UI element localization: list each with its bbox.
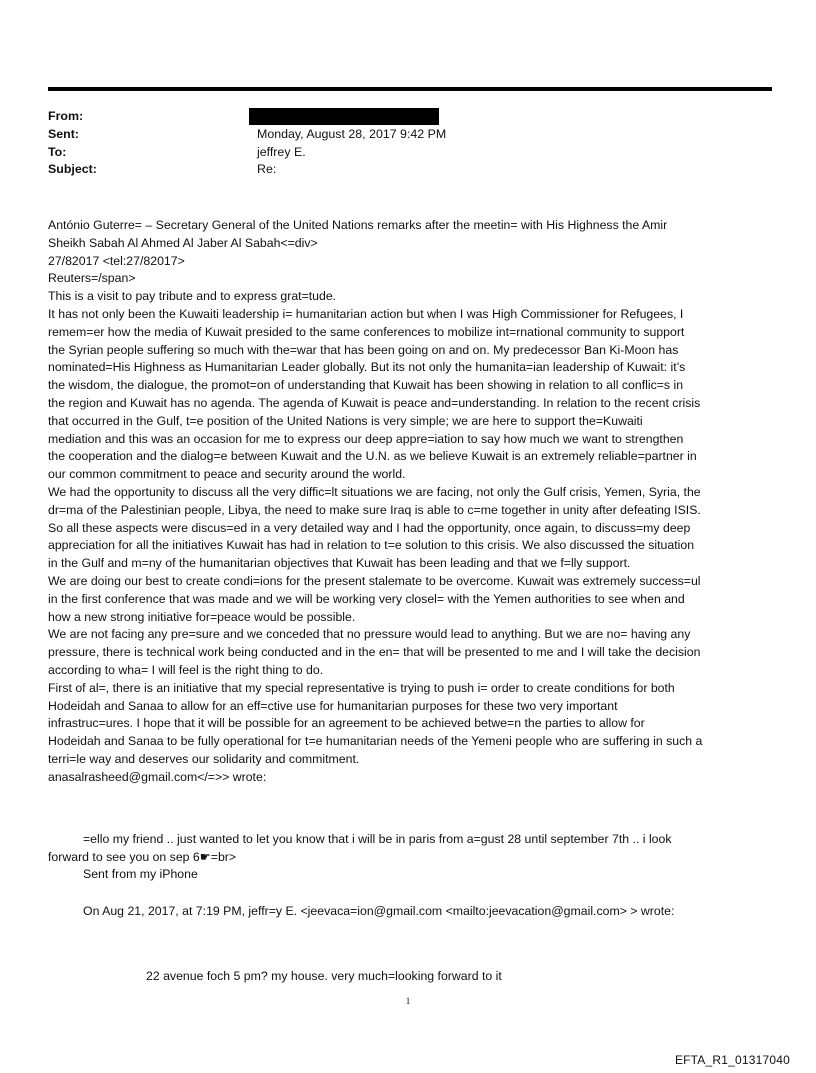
subject-row — [48, 161, 768, 179]
body-line: remem=er how the media of Kuwait presided to the same conferences to mobilize int=rnational community to support — [48, 324, 685, 339]
body-line: the region and Kuwait has no agenda. The agenda of Kuwait is peace and=understanding. In relation to the recent crisis — [48, 395, 701, 410]
body-line: the Syrian people suffering so much with the=war that has been going on and on. My predecessor Ban Ki-Moon has — [48, 342, 679, 357]
body-line: how a new strong initiative for=peace would be possible. — [48, 609, 356, 624]
redaction-box — [249, 108, 439, 125]
body-line: We are not facing any pre=sure and we conceded that no pressure would lead to anything. But we are no= having any — [48, 627, 691, 642]
quoted-line: =ello my friend .. just wanted to let you know that i will be in paris from a=gust 28 until september 7th .. i look — [83, 832, 672, 846]
to-row — [48, 144, 768, 162]
subject-label: Subject: — [48, 162, 97, 177]
body-line: appreciation for all the initiatives Kuwait has had in relation to t=e solution to this crisis. We also discussed the situation — [48, 538, 695, 553]
page-number: 1 — [405, 996, 411, 1006]
body-line: our common commitment to peace and security around the world. — [48, 467, 406, 482]
body-line: So all these aspects were discus=ed in a very detailed way and I had the opportunity, once again, to discuss=my deep — [48, 520, 691, 535]
body-line: dr=ma of the Palestinian people, Libya, the need to make sure Iraq is able to c=me together in unity after defeating ISIS. — [48, 502, 701, 517]
sent-label: Sent: — [48, 126, 79, 141]
body-line: pressure, there is technical work being conducted and in the en= that will be presented to me and I will take the decision — [48, 645, 701, 660]
email-body — [48, 217, 772, 787]
to-label: To: — [48, 144, 67, 159]
from-label: From: — [48, 109, 84, 123]
quoted-line: forward to see you on sep 6☛=br> — [48, 850, 237, 864]
body-line: We had the opportunity to discuss all the very diffic=lt situations we are facing, not only the Gulf crisis, Yemen, Syria, the — [48, 484, 701, 499]
body-line: according to wha= I will feel is the right thing to do. — [48, 662, 324, 677]
body-line: in the first conference that was made and we will be working very closel= with the Yemen authorities to see when and — [48, 591, 685, 606]
body-line: nominated=His Highness as Humanitarian Leader globally. But its not only the humanita=ian leadership of Kuwait: it’s — [48, 360, 686, 375]
quoted-message: 22 avenue foch 5 pm? my house. very much=looking forward to it — [146, 969, 502, 983]
body-line: It has not only been the Kuwaiti leadership i= humanitarian action but when I was High Commissioner for Refugees, I — [48, 306, 684, 321]
body-line: Hodeidah and Sanaa to be fully operational for t=e humanitarian needs of the Yemeni people who are suffering in such a — [48, 734, 703, 749]
sent-row — [48, 126, 768, 144]
body-line: terri=le way and deserves our solidarity and commitment. — [48, 751, 360, 766]
body-line: Reuters=/span> — [48, 271, 136, 286]
body-line: Hodeidah and Sanaa to allow for an eff=ctive use for humanitarian purposes for these two very important — [48, 698, 618, 713]
body-line: infrastruc=ures. I hope that it will be possible for an agreement to be achieved betwe=n the parties to allow for — [48, 716, 645, 731]
body-line: mediation and this was an occasion for me to express our deep appre=iation to say how much we want to strengthen — [48, 431, 684, 446]
body-line: 27/82017 <tel:27/82017> — [48, 253, 185, 268]
body-line: that occurred in the Gulf, t=e position of the United Nations is very simple; we are here to support the=Kuwaiti — [48, 413, 643, 428]
body-line: This is a visit to pay tribute and to express grat=tude. — [48, 289, 337, 304]
document-id: EFTA_R1_01317040 — [674, 1053, 790, 1067]
body-line: We are doing our best to create condi=ions for the present stalemate to be overcome. Kuwait was extremely success=ul — [48, 573, 701, 588]
body-line: Sheikh Sabah Al Ahmed Al Jaber Al Sabah<=div> — [48, 235, 318, 250]
quoted-signature: Sent from my iPhone — [83, 867, 198, 881]
body-line: anasalrasheed@gmail.com</=>> wrote: — [48, 769, 267, 784]
body-line: in the Gulf and m=ny of the humanitarian objectives that Kuwait has been leading and that we f=lly support. — [48, 556, 631, 571]
to-value: jeffrey E. — [257, 144, 306, 159]
body-line: First of al=, there is an initiative that my special representative is trying to push i= order to create conditions for both — [48, 680, 675, 695]
body-line: António Guterre= – Secretary General of the United Nations remarks after the meetin= with His Highness the Amir — [48, 218, 668, 232]
subject-value: Re: — [257, 162, 277, 177]
body-line: the cooperation and the dialog=e between Kuwait and the U.N. as we believe Kuwait is an extremely reliable=partner in — [48, 449, 697, 464]
body-line: the wisdom, the dialogue, the promot=on of understanding that Kuwait has been showing in relation to all conflic=s in — [48, 378, 684, 393]
header-divider — [48, 87, 772, 91]
quoted-attribution: On Aug 21, 2017, at 7:19 PM, jeffr=y E. <jeevaca=ion@gmail.com <mailto:jeevacation@gmail.com> > wrote: — [83, 904, 675, 918]
sent-value: Monday, August 28, 2017 9:42 PM — [257, 126, 447, 141]
